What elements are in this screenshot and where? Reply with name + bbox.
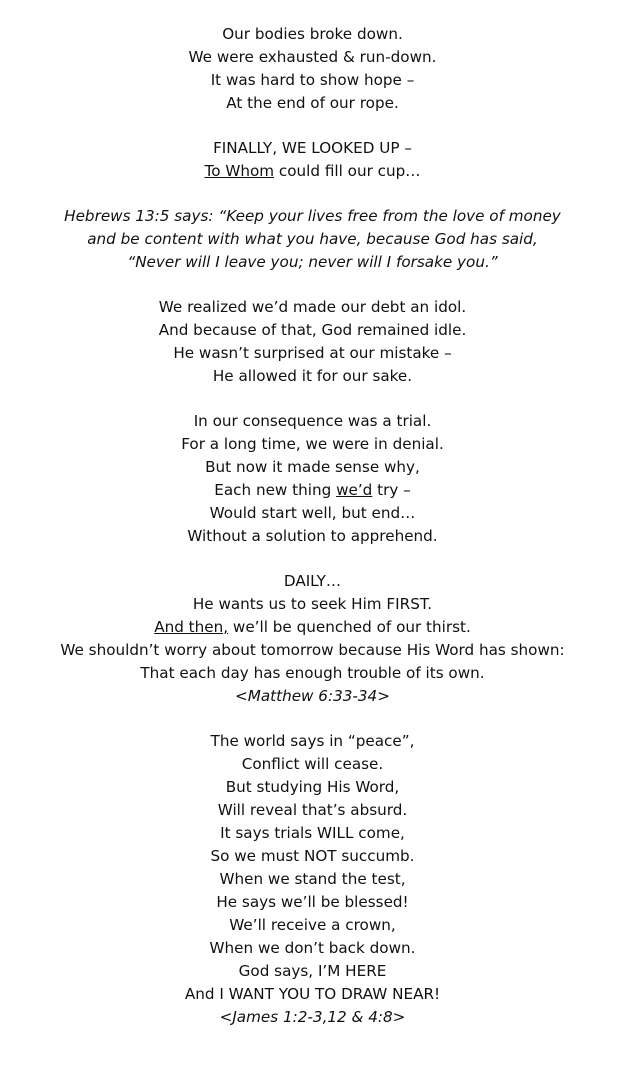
poem-line: For a long time, we were in denial. <box>181 435 444 453</box>
poem-line: Our bodies broke down. <box>222 25 403 43</box>
line-text: try – <box>372 481 411 499</box>
stanza-1 <box>0 23 625 115</box>
poem-line: We shouldn’t worry about tomorrow because His Word has shown: <box>60 641 565 659</box>
underlined-text: To Whom <box>204 162 275 180</box>
poem-line: Without a solution to apprehend. <box>187 527 438 545</box>
poem-line: He wasn’t surprised at our mistake – <box>173 344 452 362</box>
poem-line: It was hard to show hope – <box>210 71 415 89</box>
poem-line: God says, I’M HERE <box>238 962 387 980</box>
poem-line: Would start well, but end… <box>209 504 416 522</box>
poem-line: Will reveal that’s absurd. <box>217 801 408 819</box>
poem-line: “Never will I leave you; never will I forsake you.” <box>127 253 498 271</box>
stanza-2 <box>0 137 625 183</box>
poem-line: We realized we’d made our debt an idol. <box>158 298 467 316</box>
poem-line: But now it made sense why, <box>205 458 420 476</box>
poem-line <box>0 479 625 502</box>
scripture-reference: <Matthew 6:33-34> <box>235 687 390 705</box>
stanza-5 <box>0 410 625 548</box>
poem-line: The world says in “peace”, <box>210 732 415 750</box>
poem-line <box>0 160 625 183</box>
poem-line: He says we’ll be blessed! <box>216 893 409 911</box>
poem-line: We were exhausted & run-down. <box>188 48 437 66</box>
poem-line: At the end of our rope. <box>226 94 399 112</box>
poem-line: But studying His Word, <box>225 778 400 796</box>
poem-line: And I WANT YOU TO DRAW NEAR! <box>184 985 441 1003</box>
poem-line: Hebrews 13:5 says: “Keep your lives free from the love of money <box>64 207 561 225</box>
poem-line: DAILY… <box>283 572 342 590</box>
poem-line <box>0 616 625 639</box>
poem-line: and be content with what you have, because God has said, <box>87 230 538 248</box>
stanza-4 <box>0 296 625 388</box>
poem-line: That each day has enough trouble of its own. <box>140 664 485 682</box>
poem-line: When we stand the test, <box>219 870 406 888</box>
poem-line: He allowed it for our sake. <box>212 367 413 385</box>
underlined-text: we’d <box>336 481 373 499</box>
stanza-7 <box>0 730 625 1029</box>
poem-line: So we must NOT succumb. <box>210 847 415 865</box>
poem-line: When we don’t back down. <box>209 939 416 957</box>
poem-line: It says trials WILL come, <box>220 824 405 842</box>
poem-line: In our consequence was a trial. <box>193 412 432 430</box>
scripture-reference: <James 1:2-3,12 & 4:8> <box>219 1008 406 1026</box>
scripture-quote-hebrews <box>0 205 625 274</box>
line-text: could fill our cup… <box>274 162 421 180</box>
poem-line: Conflict will cease. <box>241 755 384 773</box>
poem-line: We’ll receive a crown, <box>229 916 396 934</box>
line-text: Each new thing <box>214 481 337 499</box>
line-text: we’ll be quenched of our thirst. <box>228 618 471 636</box>
poem-line: And because of that, God remained idle. <box>158 321 467 339</box>
poem-line: He wants us to seek Him FIRST. <box>192 595 433 613</box>
poem-line: FINALLY, WE LOOKED UP – <box>213 139 412 157</box>
stanza-6 <box>0 570 625 708</box>
underlined-text: And then, <box>154 618 229 636</box>
